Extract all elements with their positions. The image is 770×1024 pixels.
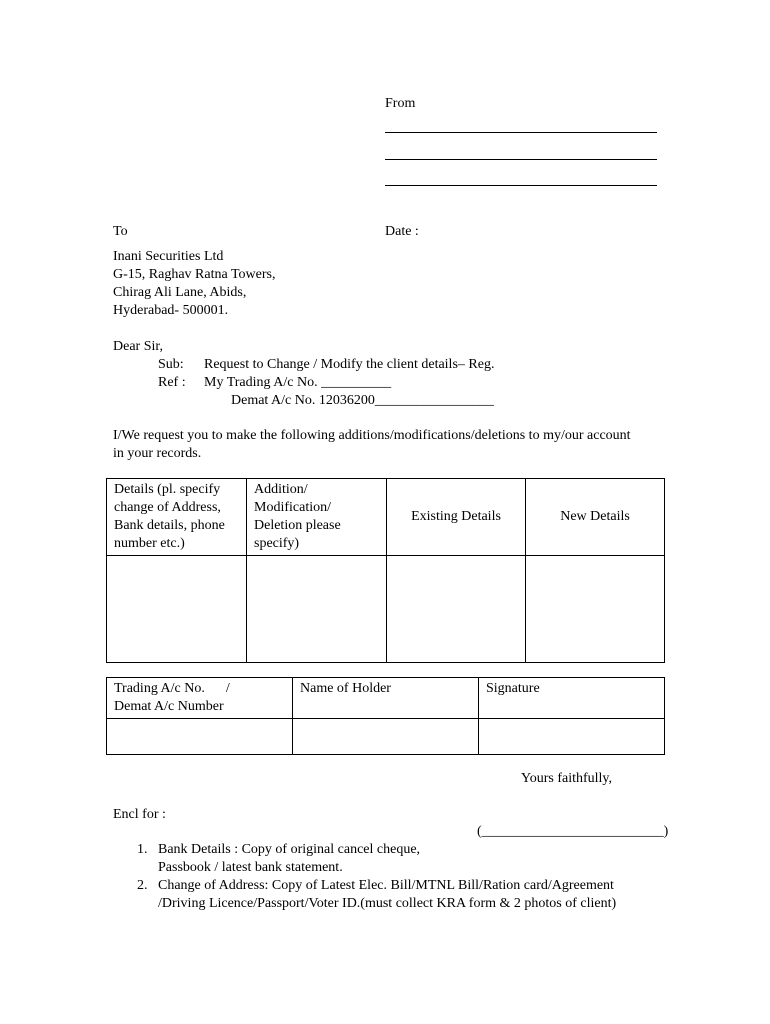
enclosure-number: 2.	[137, 878, 148, 893]
from-label: From	[385, 96, 416, 111]
enclosure-number: 1.	[137, 842, 148, 857]
from-line-2[interactable]	[385, 159, 657, 160]
cell-details-input[interactable]	[107, 556, 247, 663]
salutation: Dear Sir,	[113, 339, 163, 354]
cell-holder-name-input[interactable]	[293, 719, 479, 755]
enclosure-line: Change of Address: Copy of Latest Elec. Bill/MTNL Bill/Ration card/Agreement	[158, 878, 614, 893]
from-line-3[interactable]	[385, 185, 657, 186]
sub-label: Sub:	[158, 357, 184, 372]
enclosure-line: Passbook / latest bank statement.	[158, 860, 343, 875]
signature-placeholder[interactable]: (__________________________)	[477, 824, 669, 839]
details-table	[106, 478, 665, 663]
to-label: To	[113, 224, 128, 239]
cell-existing-input[interactable]	[387, 556, 526, 663]
enclosure-line: /Driving Licence/Passport/Voter ID.(must collect KRA form & 2 photos of client)	[158, 896, 617, 911]
header-details: Details (pl. specify change of Address, Bank details, phone number etc.)	[107, 479, 247, 556]
body-paragraph-line: I/We request you to make the following additions/modifications/deletions to my/our account	[113, 428, 631, 443]
sub-text: Request to Change / Modify the client details– Reg.	[204, 357, 495, 372]
body-paragraph-line: in your records.	[113, 446, 202, 461]
cell-new-input[interactable]	[526, 556, 665, 663]
header-account-number: Trading A/c No. / Demat A/c Number	[107, 678, 293, 719]
encl-label: Encl for :	[113, 807, 166, 822]
header-existing-details: Existing Details	[387, 479, 526, 556]
cell-action-input[interactable]	[247, 556, 387, 663]
from-line-1[interactable]	[385, 132, 657, 133]
cell-account-number-input[interactable]	[107, 719, 293, 755]
recipient-line: Hyderabad- 500001.	[113, 303, 229, 318]
recipient-line: G-15, Raghav Ratna Towers,	[113, 267, 276, 282]
holder-table	[106, 677, 665, 755]
closing: Yours faithfully,	[521, 771, 613, 786]
recipient-line: Chirag Ali Lane, Abids,	[113, 285, 247, 300]
header-name-of-holder: Name of Holder	[293, 678, 479, 719]
header-action: Addition/ Modification/ Deletion please specify)	[247, 479, 387, 556]
header-new-details: New Details	[526, 479, 665, 556]
enclosure-line: Bank Details : Copy of original cancel cheque,	[158, 842, 421, 857]
cell-signature-input[interactable]	[479, 719, 665, 755]
recipient-line: Inani Securities Ltd	[113, 249, 224, 264]
ref-label: Ref :	[158, 375, 186, 390]
ref-trading-account: My Trading A/c No. __________	[204, 375, 392, 390]
header-signature: Signature	[479, 678, 665, 719]
ref-demat-account: Demat A/c No. 12036200_________________	[231, 393, 494, 408]
date-label: Date :	[385, 224, 419, 239]
